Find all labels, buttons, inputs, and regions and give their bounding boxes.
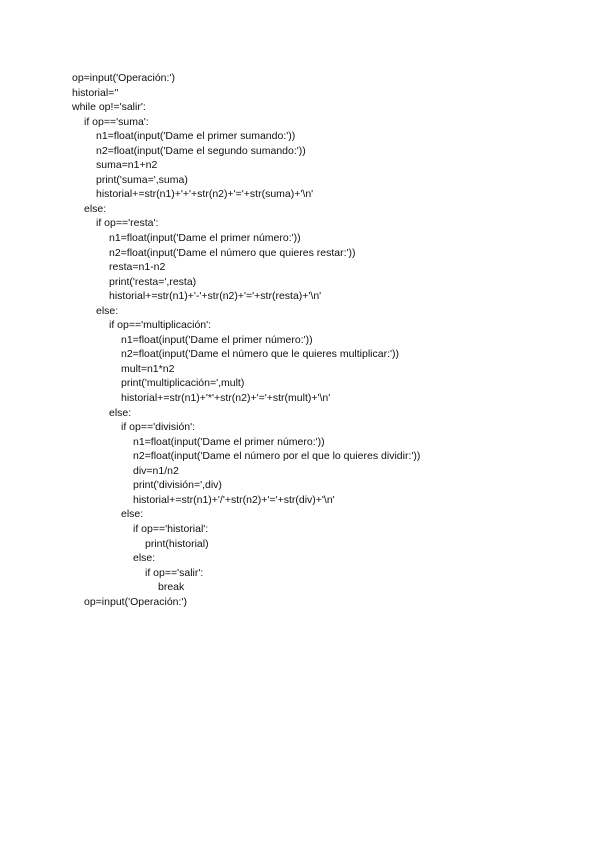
code-line: historial='': [72, 86, 119, 99]
code-line: resta=n1-n2: [109, 261, 166, 274]
code-line: n1=float(input('Dame el primer número:')): [133, 435, 325, 448]
code-line: else:: [84, 202, 107, 215]
code-line: if op=='multiplicación':: [109, 319, 212, 332]
code-line: n2=float(input('Dame el número por el que lo quieres dividir:')): [133, 450, 421, 463]
code-line: if op=='salir':: [145, 566, 204, 579]
code-line: div=n1/n2: [133, 464, 179, 477]
code-listing: [72, 71, 572, 609]
code-line: n2=float(input('Dame el segundo sumando:')): [96, 144, 306, 157]
code-line: n2=float(input('Dame el número que le quieres multiplicar:')): [121, 348, 400, 361]
code-line: if op=='historial':: [133, 522, 209, 535]
code-line: else:: [121, 508, 144, 521]
code-line: print('división=',div): [133, 479, 222, 492]
code-line: historial+=str(n1)+'/'+str(n2)+'='+str(div)+'\n': [133, 493, 335, 506]
code-line: if op=='resta':: [96, 217, 159, 230]
code-line: op=input('Operación:'): [84, 595, 187, 608]
code-line: suma=n1+n2: [96, 159, 158, 172]
code-line: print(historial): [145, 537, 209, 550]
code-line: else:: [109, 406, 132, 419]
code-line: n1=float(input('Dame el primer número:')): [121, 333, 313, 346]
code-line: historial+=str(n1)+'+'+str(n2)+'='+str(suma)+'\n': [96, 188, 314, 201]
code-line: print('resta=',resta): [109, 275, 197, 288]
code-line: historial+=str(n1)+'*'+str(n2)+'='+str(mult)+'\n': [121, 392, 331, 405]
code-line: print('multiplicación=',mult): [121, 377, 245, 390]
code-line: else:: [133, 552, 156, 565]
code-line: break: [158, 581, 185, 594]
code-line: op=input('Operación:'): [72, 72, 175, 84]
code-line: historial+=str(n1)+'-'+str(n2)+'='+str(resta)+'\n': [109, 290, 322, 303]
code-line: n1=float(input('Dame el primer sumando:')): [96, 130, 296, 143]
code-line: while op!='salir':: [72, 101, 146, 114]
code-line: if op=='división':: [121, 421, 196, 434]
code-line: n2=float(input('Dame el número que quieres restar:')): [109, 246, 356, 259]
code-line: n1=float(input('Dame el primer número:')): [109, 232, 301, 245]
code-line: mult=n1*n2: [121, 362, 175, 375]
code-line: print('suma=',suma): [96, 173, 188, 186]
code-line: else:: [96, 304, 119, 317]
code-line: if op=='suma':: [84, 115, 149, 128]
